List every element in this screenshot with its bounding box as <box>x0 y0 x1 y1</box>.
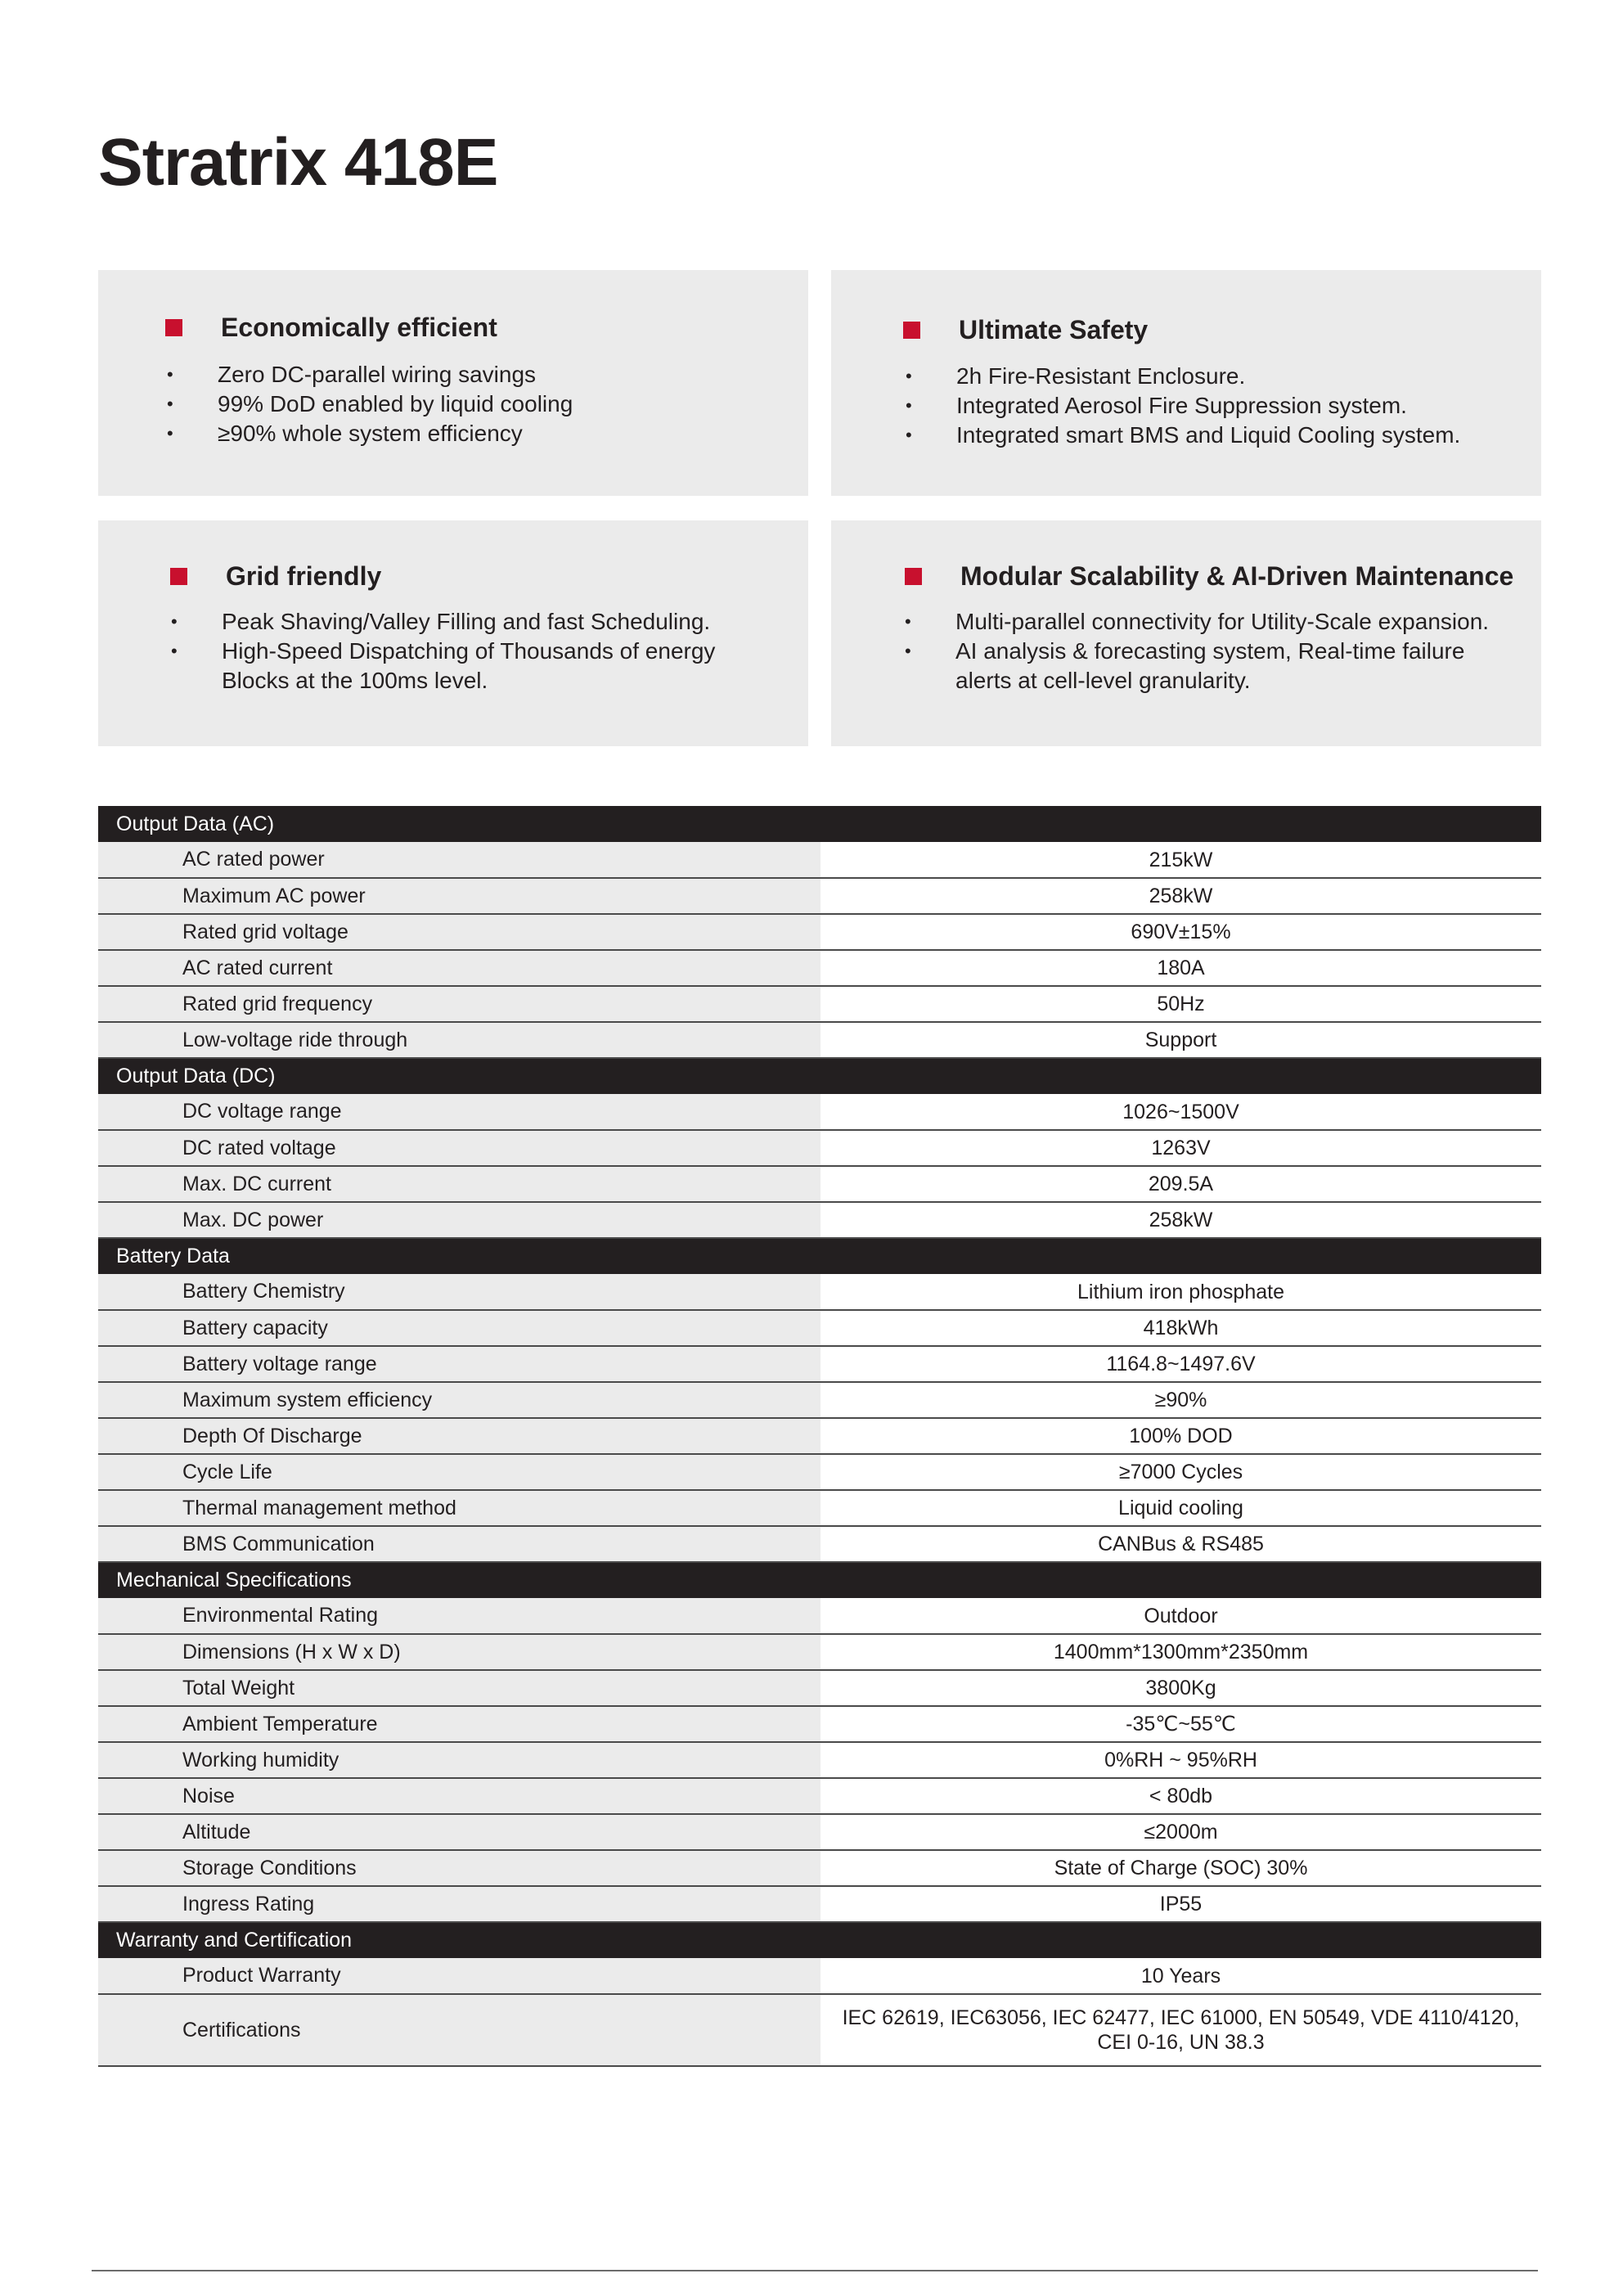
table-row: Thermal management method Liquid cooling <box>98 1490 1541 1526</box>
table-row: AC rated power 215kW <box>98 842 1541 878</box>
table-row: DC voltage range 1026~1500V <box>98 1094 1541 1130</box>
table-row: Working humidity 0%RH ~ 95%RH <box>98 1742 1541 1778</box>
red-square-icon <box>905 568 922 585</box>
table-row: Rated grid voltage 690V±15% <box>98 914 1541 950</box>
table-row: Cycle Life ≥7000 Cycles <box>98 1454 1541 1490</box>
table-row: Max. DC current 209.5A <box>98 1166 1541 1202</box>
bullet-icon: • <box>906 366 912 386</box>
table-row: Product Warranty 10 Years <box>98 1958 1541 1994</box>
bullet-icon: • <box>171 611 178 632</box>
bullet-icon: • <box>905 641 911 661</box>
table-row: Battery Chemistry Lithium iron phosphate <box>98 1274 1541 1310</box>
footer-divider <box>92 2270 1538 2271</box>
list-item: • Integrated Aerosol Fire Suppression system. <box>906 391 1527 421</box>
table-row: Altitude ≤2000m <box>98 1814 1541 1850</box>
list-item: • AI analysis & forecasting system, Real-time failure alerts at cell-level granularity. <box>905 638 1465 693</box>
list-item: • Zero DC-parallel wiring savings <box>167 360 789 389</box>
red-square-icon <box>165 319 182 336</box>
table-row: Ambient Temperature -35℃~55℃ <box>98 1706 1541 1742</box>
card-title: Ultimate Safety <box>959 315 1149 344</box>
feature-card-grid <box>98 520 808 746</box>
section-header: Output Data (DC) <box>98 1058 1541 1094</box>
bullet-icon: • <box>171 641 178 661</box>
red-square-icon <box>170 568 187 585</box>
list-item: • ≥90% whole system efficiency <box>167 419 789 448</box>
feature-card-economy <box>98 270 808 496</box>
list-item: • High-Speed Dispatching of Thousands of energy Blocks at the 100ms level. <box>171 638 716 693</box>
table-row: Total Weight 3800Kg <box>98 1670 1541 1706</box>
table-row: Rated grid frequency 50Hz <box>98 986 1541 1022</box>
bullet-icon: • <box>167 364 173 385</box>
section-header: Output Data (AC) <box>98 806 1541 842</box>
table-row: Battery capacity 418kWh <box>98 1310 1541 1346</box>
card-title: Grid friendly <box>226 561 382 591</box>
table-row: DC rated voltage 1263V <box>98 1130 1541 1166</box>
feature-card-scalability <box>831 520 1541 746</box>
table-row: AC rated current 180A <box>98 950 1541 986</box>
table-row: Environmental Rating Outdoor <box>98 1598 1541 1634</box>
table-row: Low-voltage ride through Support <box>98 1022 1541 1058</box>
card-title: Economically efficient <box>221 313 497 342</box>
list-item: • Peak Shaving/Valley Filling and fast Scheduling. <box>171 607 760 637</box>
table-row: Max. DC power 258kW <box>98 1202 1541 1238</box>
section-header: Warranty and Certification <box>98 1922 1541 1958</box>
table-row: Maximum system efficiency ≥90% <box>98 1382 1541 1418</box>
feature-card-safety <box>831 270 1541 496</box>
table-row: BMS Communication CANBus & RS485 <box>98 1526 1541 1562</box>
bullet-icon: • <box>906 395 912 416</box>
list-item: • 99% DoD enabled by liquid cooling <box>167 389 789 419</box>
list-item: • Integrated smart BMS and Liquid Cooling system. <box>906 421 1527 450</box>
red-square-icon <box>903 322 920 339</box>
table-row: Dimensions (H x W x D) 1400mm*1300mm*2350mm <box>98 1634 1541 1670</box>
table-row: Certifications IEC 62619, IEC63056, IEC 62477, IEC 61000, EN 50549, VDE 4110/4120, CEI 0-16, UN 38.3 <box>98 1994 1541 2066</box>
bullet-icon: • <box>167 394 173 414</box>
section-header: Battery Data <box>98 1238 1541 1274</box>
list-item: • Multi-parallel connectivity for Utility-Scale expansion. <box>905 607 1494 637</box>
table-row: Storage Conditions State of Charge (SOC) 30% <box>98 1850 1541 1886</box>
table-row: Ingress Rating IP55 <box>98 1886 1541 1922</box>
section-header: Mechanical Specifications <box>98 1562 1541 1598</box>
bullet-icon: • <box>906 425 912 445</box>
table-row: Noise < 80db <box>98 1778 1541 1814</box>
bullet-icon: • <box>905 611 911 632</box>
list-item: • 2h Fire-Resistant Enclosure. <box>906 362 1527 391</box>
table-row: Depth Of Discharge 100% DOD <box>98 1418 1541 1454</box>
page-title: Stratrix 418E <box>98 125 498 200</box>
table-row: Battery voltage range 1164.8~1497.6V <box>98 1346 1541 1382</box>
spec-table <box>98 806 1541 2067</box>
table-row: Maximum AC power 258kW <box>98 878 1541 914</box>
bullet-icon: • <box>167 423 173 443</box>
card-title: Modular Scalability & AI-Driven Maintenance <box>960 561 1514 591</box>
